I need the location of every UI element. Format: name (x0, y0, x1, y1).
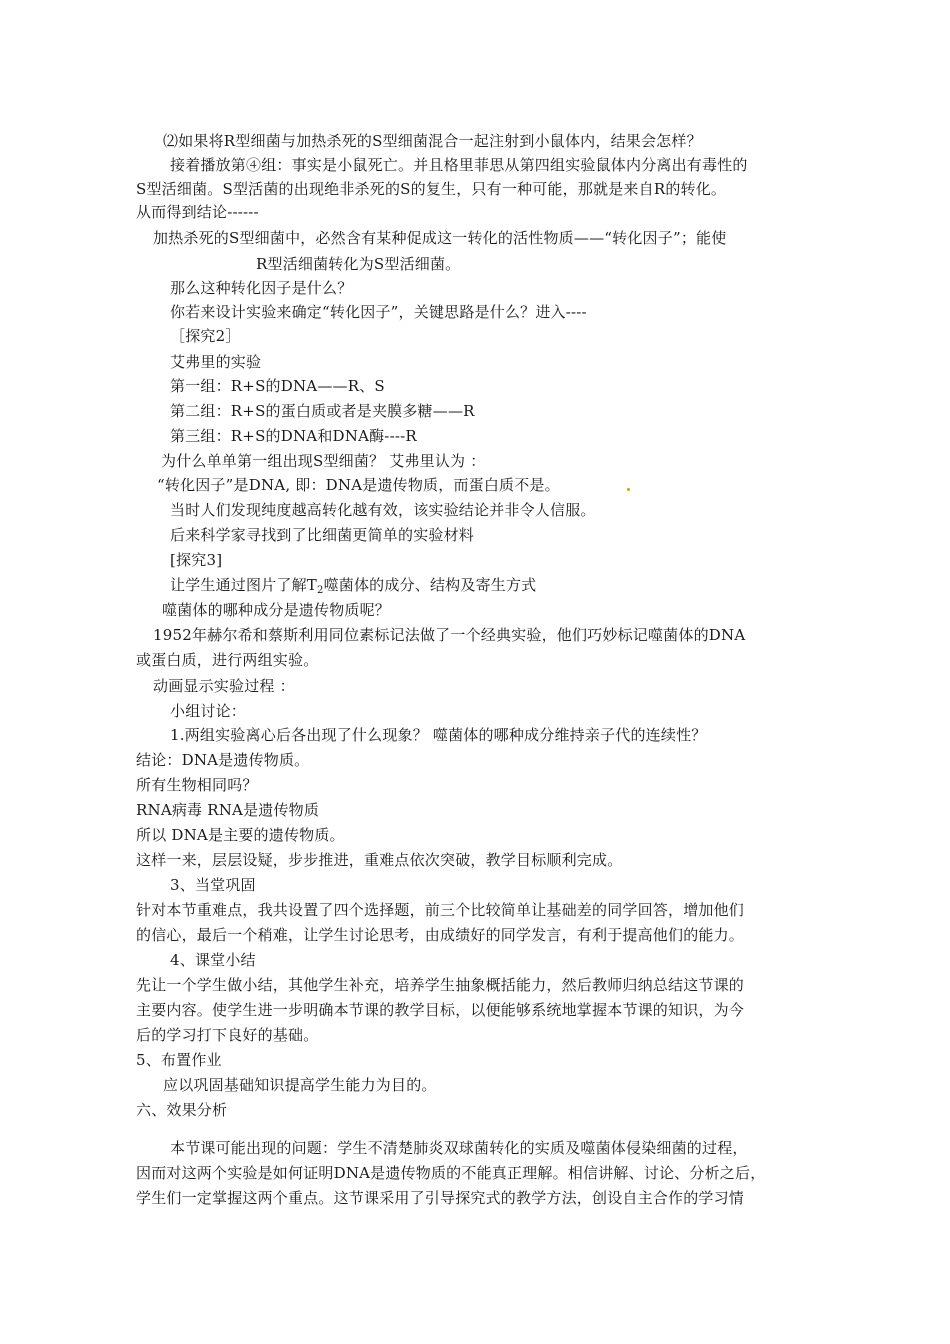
text-line: 第一组：R+S的DNA——R、S (170, 377, 385, 395)
text-line: 1952年赫尔希和蔡斯利用同位素标记法做了一个经典实验，他们巧妙标记噬菌体的DNA (153, 626, 746, 644)
text-line: 接着播放第④组：事实是小鼠死亡。并且格里菲思从第四组实验鼠体内分离出有毒性的 (170, 156, 748, 174)
text-line: 你若来设计实验来确定“转化因子”，关键思路是什么？进入---- (170, 303, 587, 321)
text-line: S型活细菌。S型活菌的出现绝非杀死的S的复生，只有一种可能，那就是来自R的转化。 (136, 180, 727, 198)
ink-mark (627, 488, 630, 491)
text-line: 动画显示实验过程 ： (153, 677, 295, 695)
text-line: 艾弗里的实验 (170, 353, 262, 371)
section-heading: 3、当堂巩固 (170, 876, 256, 894)
subscript: 2 (317, 585, 324, 596)
text-line: 加热杀死的S型细菌中，必然含有某种促成这一转化的活性物质——“转化因子”；能使 (153, 229, 727, 247)
text-line (170, 575, 536, 601)
text-line: 先让一个学生做小结，其他学生补充，培养学生抽象概括能力，然后教师归纳总结这节课的 (136, 976, 745, 994)
text-line: 结论：DNA是遗传物质。 (136, 751, 310, 769)
text-line: 小组讨论： (170, 702, 247, 720)
text-line: 噬菌体的哪种成分是遗传物质呢？ (162, 601, 391, 619)
section-heading: 六、效果分析 (136, 1101, 228, 1119)
text-line: 针对本节重难点，我共设置了四个选择题，前三个比较简单让基础差的同学回答，增加他们 (136, 901, 745, 919)
text-line: 因而对这两个实验是如何证明DNA是遗传物质的不能真正理解。相信讲解、讨论、分析之后， (136, 1164, 766, 1182)
section-heading: 4、课堂小结 (170, 951, 256, 969)
text-line: 应以巩固基础知识提高学生能力为目的。 (163, 1076, 437, 1094)
section-heading: 5、布置作业 (136, 1051, 222, 1069)
text-line: 后来科学家寻找到了比细菌更简单的实验材料 (170, 526, 475, 544)
text-line: ⑵如果将R型细菌与加热杀死的S型细菌混合一起注射到小鼠体内，结果会怎样？ (163, 132, 702, 150)
text-line: 从而得到结论------ (136, 203, 259, 221)
text-line: 所有生物相同吗？ (136, 776, 258, 794)
text-line: RNA病毒 RNA是遗传物质 (136, 801, 320, 819)
text-line: 为什么单单第一组出现S型细菌？ 艾弗里认为 ： (161, 452, 486, 470)
text-line: 那么这种转化因子是什么？ (170, 279, 353, 297)
text-line: 后的学习打下良好的基础。 (136, 1026, 319, 1044)
text-line: 所以 DNA是主要的遗传物质。 (136, 826, 345, 844)
text-line: 1.两组实验离心后各出现了什么现象？ 噬菌体的哪种成分维持亲子代的连续性？ (170, 726, 707, 744)
text-segment: 噬菌体的成分、结构及寄生方式 (323, 576, 537, 594)
text-line: 第二组：R+S的蛋白质或者是夹膜多糖——R (170, 402, 475, 420)
text-segment: 让学生通过图片了解T (170, 576, 318, 594)
text-line: 本节课可能出现的问题：学生不清楚肺炎双球菌转化的实质及噬菌体侵染细菌的过程， (170, 1139, 748, 1157)
text-line: 或蛋白质，进行两组实验。 (136, 651, 319, 669)
section-heading: [探究3] (170, 551, 223, 569)
section-heading: ［探究2］ (170, 327, 241, 345)
text-line: 的信心，最后一个稍难，让学生讨论思考，由成绩好的同学发言，有利于提高他们的能力。 (136, 926, 745, 944)
text-line: 当时人们发现纯度越高转化越有效，该实验结论并非令人信服。 (170, 501, 596, 519)
text-line: 主要内容。使学生进一步明确本节课的教学目标，以便能够系统地掌握本节课的知识，为今 (136, 1001, 745, 1019)
text-line: 这样一来，层层设疑，步步推进，重难点依次突破，教学目标顺利完成。 (136, 851, 623, 869)
text-line: R型活细菌转化为S型活细菌。 (256, 255, 461, 273)
text-line: 学生们一定掌握这两个重点。这节课采用了引导探究式的教学方法，创设自主合作的学习情 (136, 1189, 745, 1207)
text-line: “转化因子”是DNA, 即：DNA是遗传物质，而蛋白质不是。 (157, 476, 560, 494)
text-line: 第三组：R+S的DNA和DNA酶----R (170, 427, 417, 445)
